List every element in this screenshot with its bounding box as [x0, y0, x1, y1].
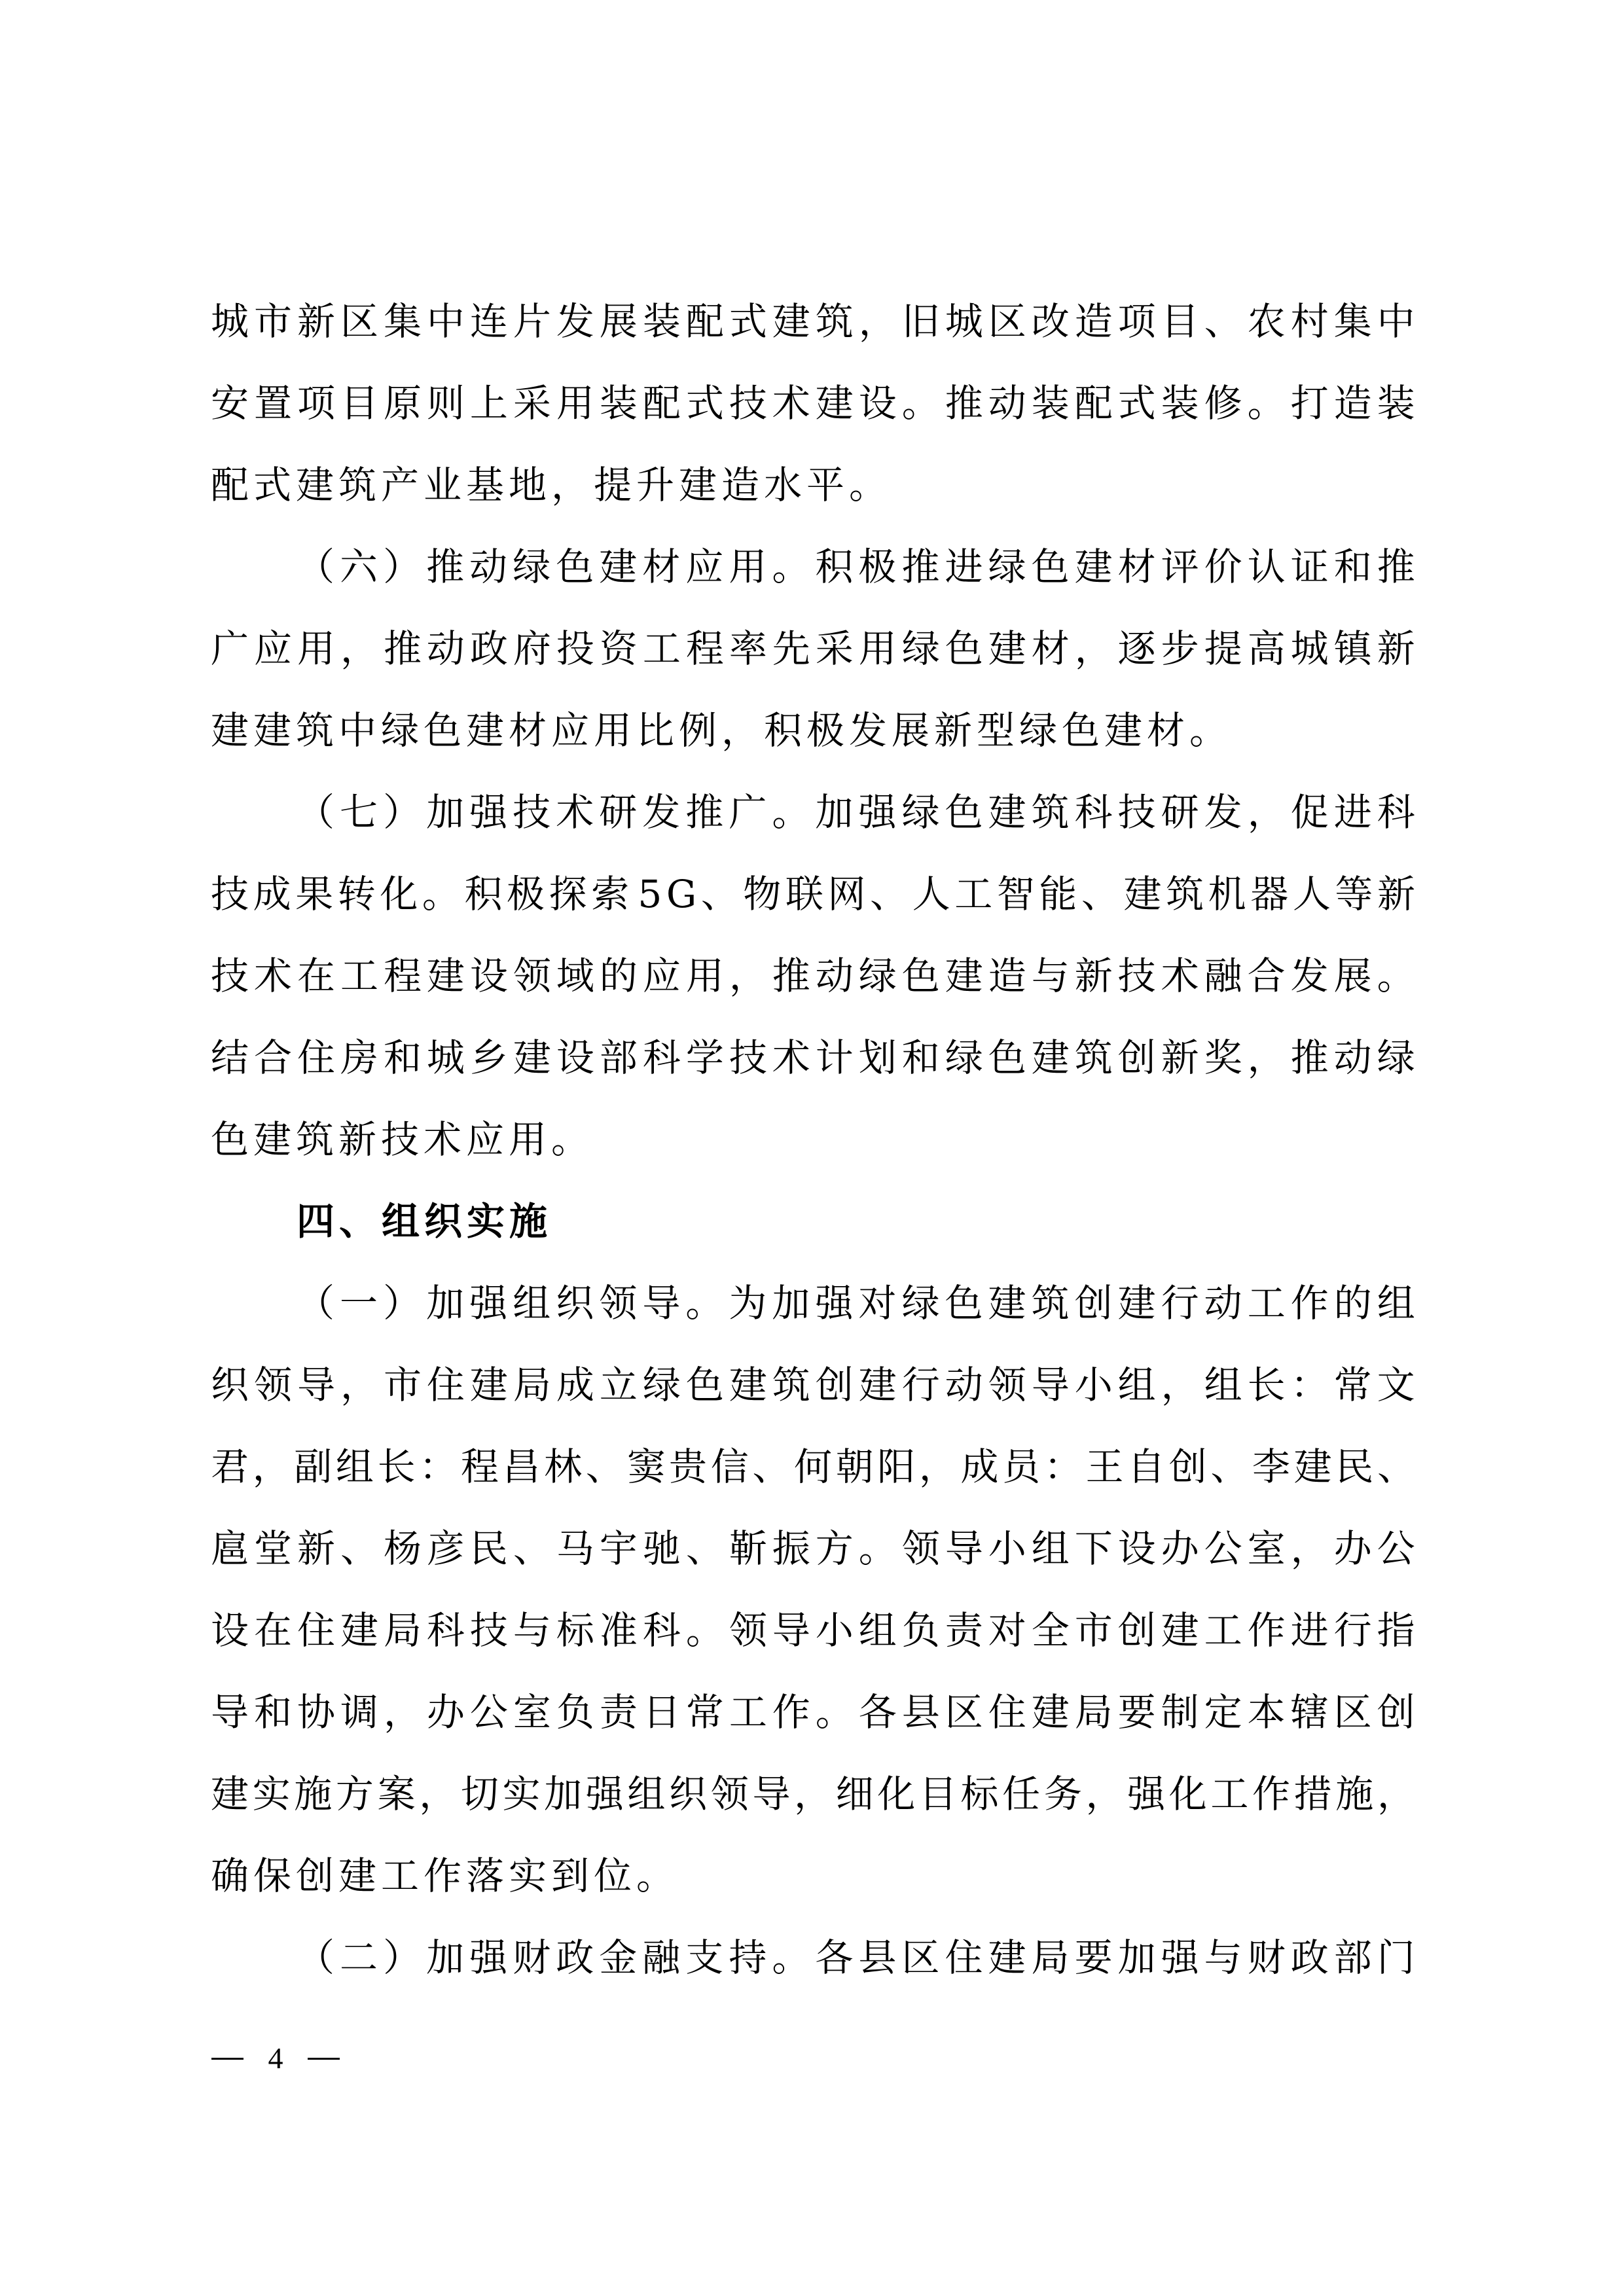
- text-line: 结 合 住 房 和 城 乡 建 设 部 科 学 技 术 计 划 和 绿 色 建 筑 创 新 奖 ， 推 动 绿: [211, 1035, 1415, 1080]
- text-line: 建建筑中绿色建材应用比例，积极发展新型绿色建材。: [211, 708, 1233, 753]
- section-heading: 四、组织实施: [297, 1199, 552, 1244]
- text-line: 城 市 新 区 集 中 连 片 发 展 装 配 式 建 筑 ， 旧 城 区 改 造 项 目 、 农 村 集 中: [211, 299, 1415, 344]
- paragraph-leadership: [211, 1263, 1415, 1917]
- text-line: 设 在 住 建 局 科 技 与 标 准 科 。 领 导 小 组 负 责 对 全 市 创 建 工 作 进 行 指: [211, 1608, 1415, 1653]
- paragraph-tech-rd: [211, 772, 1415, 1181]
- text-line: 广 应 用 ， 推 动 政 府 投 资 工 程 率 先 采 用 绿 色 建 材 ， 逐 步 提 高 城 镇 新: [211, 626, 1415, 671]
- text-line: 君 ， 副 组 长 ： 程 昌 林 、 窦 贵 信 、 何 朝 阳 ， 成 员 ： 王 自 创 、 李 建 民 、: [211, 1444, 1415, 1489]
- text-line: 导 和 协 调 ， 办 公 室 负 责 日 常 工 作 。 各 县 区 住 建 局 要 制 定 本 辖 区 创: [211, 1690, 1415, 1734]
- page-number-value: 4: [268, 2041, 283, 2075]
- text-line: 配式建筑产业基地，提升建造水平。: [211, 463, 892, 507]
- text-line: 色建筑新技术应用。: [211, 1117, 594, 1162]
- document-body: [211, 281, 1415, 1999]
- text-line: 技 成 果 转 化 。 积 极 探 索 5 G 、 物 联 网 、 人 工 智 能 、 建 筑 机 器 人 等 新: [211, 872, 1415, 916]
- dash-left-icon: [211, 2058, 244, 2060]
- page-number: [211, 2039, 340, 2078]
- paragraph-finance: [211, 1917, 1415, 1999]
- text-line: （ 二 ） 加 强 财 政 金 融 支 持 。 各 县 区 住 建 局 要 加 强 与 财 政 部 门: [297, 1935, 1415, 1980]
- paragraph-green-materials: [211, 526, 1415, 772]
- text-line: （ 六 ） 推 动 绿 色 建 材 应 用 。 积 极 推 进 绿 色 建 材 评 价 认 证 和 推: [297, 545, 1415, 589]
- paragraph-prefab-continued: [211, 281, 1415, 526]
- text-line: （ 一 ） 加 强 组 织 领 导 。 为 加 强 对 绿 色 建 筑 创 建 行 动 工 作 的 组: [297, 1281, 1415, 1325]
- section-heading-organization: [211, 1181, 1415, 1263]
- text-line: 技 术 在 工 程 建 设 领 域 的 应 用 ， 推 动 绿 色 建 造 与 新 技 术 融 合 发 展 。: [211, 954, 1415, 998]
- text-line: 安 置 项 目 原 则 上 采 用 装 配 式 技 术 建 设 。 推 动 装 配 式 装 修 。 打 造 装: [211, 381, 1415, 425]
- text-line: 织 领 导 ， 市 住 建 局 成 立 绿 色 建 筑 创 建 行 动 领 导 小 组 ， 组 长 ： 常 文: [211, 1363, 1415, 1407]
- text-line: （ 七 ） 加 强 技 术 研 发 推 广 。 加 强 绿 色 建 筑 科 技 研 发 ， 促 进 科: [297, 790, 1415, 834]
- text-line: 确保创建工作落实到位。: [211, 1854, 679, 1898]
- dash-right-icon: [308, 2058, 340, 2060]
- text-line: 扈 堂 新 、 杨 彦 民 、 马 宇 驰 、 靳 振 方 。 领 导 小 组 下 设 办 公 室 ， 办 公: [211, 1526, 1415, 1571]
- text-line: 建 实 施 方 案 ， 切 实 加 强 组 织 领 导 ， 细 化 目 标 任 务 ， 强 化 工 作 措 施 ，: [211, 1772, 1415, 1816]
